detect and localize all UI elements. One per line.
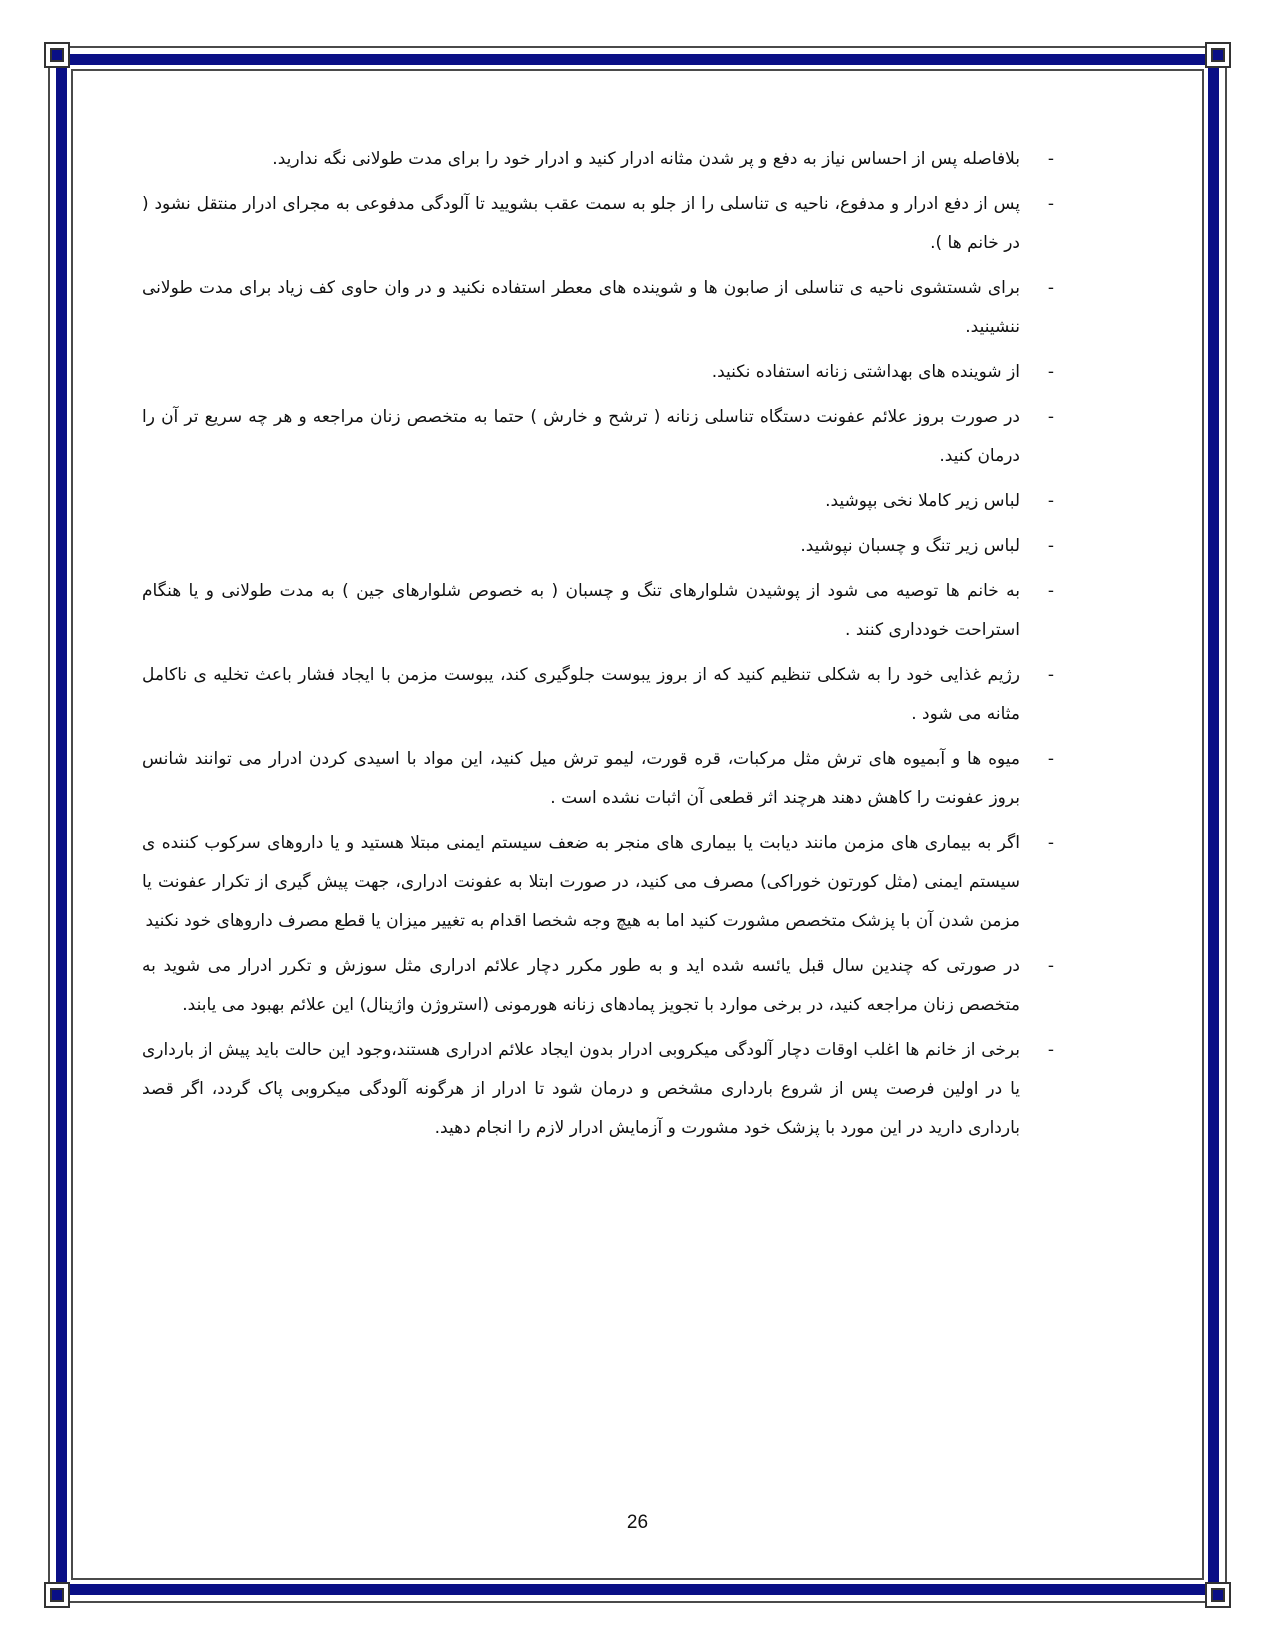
bullet-dash: - (1047, 194, 1054, 214)
bullet-dash: - (1047, 362, 1054, 382)
list-item (142, 740, 1062, 818)
list-item-text: لباس زیر تنگ و چسبان نپوشید. (800, 536, 1020, 556)
list-item-text: رژیم غذایی خود را به شکلی تنظیم کنید که از بروز یبوست جلوگیری کند، یبوست مزمن با ایجاد فشار باعث تخلیه ی ناکامل مثانه می شود . (142, 665, 1020, 724)
bullet-dash: - (1047, 581, 1054, 601)
list-item-text: به خانم ها توصیه می شود از پوشیدن شلوارهای تنگ و چسبان ( به خصوص شلوارهای جین ) به مدت طولانی و یا هنگام استراحت خودداری کنند . (142, 581, 1020, 640)
bullet-dash: - (1047, 749, 1054, 769)
bullet-dash: - (1047, 536, 1054, 556)
list-item-text: در صورتی که چندین سال قبل یائسه شده اید و به طور مکرر دچار علائم ادراری مثل سوزش و تکرر ادرار می شوید به متخصص زنان مراجعه کنید، در برخی موارد با تجویز پمادهای زنانه هورمونی (استروژن واژینال) این علائم بهبود می یابند. (142, 956, 1020, 1015)
list-item-text: برای شستشوی ناحیه ی تناسلی از صابون ها و شوینده های معطر استفاده نکنید و در وان حاوی کف زیاد برای مدت طولانی ننشینید. (142, 278, 1020, 337)
list-item-text: در صورت بروز علائم عفونت دستگاه تناسلی زنانه ( ترشح و خارش ) حتما به متخصص زنان مراجعه و هر چه سریع تر آن را درمان کنید. (142, 407, 1020, 466)
recommendation-list (142, 140, 1062, 1148)
list-item (142, 185, 1062, 263)
bullet-dash: - (1047, 278, 1054, 298)
corner-ornament-bottom-right (1205, 1582, 1231, 1608)
list-item (142, 1031, 1062, 1148)
corner-ornament-top-left (44, 42, 70, 68)
document-body (142, 140, 1062, 1154)
list-item (142, 269, 1062, 347)
list-item-text: بلافاصله پس از احساس نیاز به دفع و پر شدن مثانه ادرار کنید و ادرار خود را برای مدت طولانی نگه ندارید. (272, 149, 1020, 169)
list-item-text: اگر به بیماری های مزمن مانند دیابت یا بیماری های منجر به ضعف سیستم ایمنی مبتلا هستید و یا داروهای سرکوب کننده ی سیستم ایمنی (مثل کورتون خوراکی) مصرف می کنید، در صورت ابتلا به عفونت ادراری، جهت پیش گیری از تکرار عفونت یا مزمن شدن آن با پزشک متخصص مشورت کنید اما به هیچ وجه شخصا اقدام به تغییر میزان یا قطع مصرف داروهای خود نکنید (142, 833, 1020, 931)
bullet-dash: - (1047, 833, 1054, 853)
corner-ornament-bottom-left (44, 1582, 70, 1608)
bullet-dash: - (1047, 956, 1054, 976)
list-item-text: پس از دفع ادرار و مدفوع، ناحیه ی تناسلی را از جلو به سمت عقب بشویید تا آلودگی مدفوعی به مجرای ادرار منتقل نشود ( در خانم ها ). (142, 194, 1020, 253)
bullet-dash: - (1047, 407, 1054, 427)
list-item (142, 482, 1062, 521)
list-item (142, 572, 1062, 650)
list-item (142, 140, 1062, 179)
corner-ornament-top-right (1205, 42, 1231, 68)
page-number: 26 (626, 1512, 649, 1533)
list-item (142, 353, 1062, 392)
list-item (142, 656, 1062, 734)
list-item-text: میوه ها و آبمیوه های ترش مثل مرکبات، قره قورت، لیمو ترش میل کنید، این مواد با اسیدی کردن ادرار می توانند شانس بروز عفونت را کاهش دهند هرچند اثر قطعی آن اثبات نشده است . (142, 749, 1020, 808)
bullet-dash: - (1047, 491, 1054, 511)
list-item (142, 527, 1062, 566)
list-item (142, 947, 1062, 1025)
list-item (142, 398, 1062, 476)
list-item-text: از شوینده های بهداشتی زنانه استفاده نکنید. (711, 362, 1020, 382)
bullet-dash: - (1047, 149, 1054, 169)
bullet-dash: - (1047, 665, 1054, 685)
list-item-text: برخی از خانم ها اغلب اوقات دچار آلودگی میکروبی ادرار بدون ایجاد علائم ادراری هستند،وجود این حالت باید پیش از بارداری یا در اولین فرصت پس از شروع بارداری مشخص و درمان شود تا ادرار از هرگونه آلودگی میکروبی پاک گردد، اگر قصد بارداری دارید در این مورد با پزشک خود مشورت و آزمایش ادرار لازم را انجام دهید. (142, 1040, 1020, 1138)
bullet-dash: - (1047, 1040, 1054, 1060)
list-item (142, 824, 1062, 941)
list-item-text: لباس زیر کاملا نخی بپوشید. (825, 491, 1020, 511)
